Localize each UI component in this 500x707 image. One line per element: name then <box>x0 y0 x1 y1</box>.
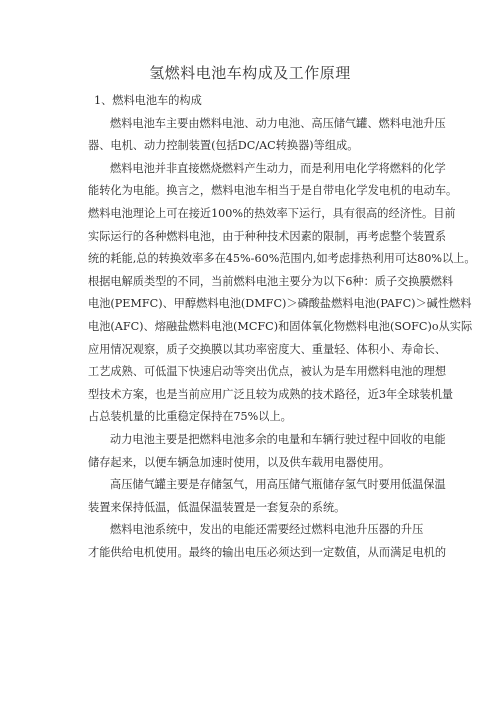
text-line: 统的耗能,总的转换效率多在45%-60%范围内,如考虑排热利用可达80%以上。 <box>88 252 476 266</box>
text-line: 应用情况观察，质子交换膜以其功率密度大、重量轻、体积小、寿命长、 <box>88 342 447 356</box>
text-line: 燃料电池系统中，发出的电能还需要经过燃料电池升压器的升压 <box>110 523 424 537</box>
text-line: 器、电机、动力控制装置(包括DC/AC转换器)等组成。 <box>88 139 359 153</box>
document-title: 氢燃料电池车构成及工作原理 <box>149 64 351 82</box>
text-line: 占总装机量的比重稳定保持在75%以上。 <box>88 410 292 424</box>
text-line: 燃料电池并非直接燃烧燃料产生动力，而是利用电化学将燃料的化学 <box>110 161 446 175</box>
text-line: 电池(AFC)、熔融盐燃料电池(MCFC)和固体氧化物燃料电池(SOFC)o从实际 <box>88 319 473 333</box>
text-line: 实际运行的各种燃料电池，由于种种技术因素的限制，再考虑整个装置系 <box>88 229 447 243</box>
section-heading: 1、燃料电池车的构成 <box>94 94 202 107</box>
text-line: 才能供给电机使用。最终的输出电压必须达到一定数值，从而满足电机的 <box>88 545 447 559</box>
text-line: 电池(PEMFC)、甲醇燃料电池(DMFC)＞磷酸盐燃料电池(PAFC)＞碱性燃料 <box>88 297 472 311</box>
text-line: 燃料电池车主要由燃料电池、动力电池、高压储气罐、燃料电池升压 <box>110 116 446 130</box>
text-line: 能转化为电能。换言之，燃料电池车相当于是自带电化学发电机的电动车。 <box>88 184 458 198</box>
text-line: 燃料电池理论上可在接近100%的热效率下运行，具有很高的经济性。目前 <box>88 206 456 220</box>
text-line: 高压储气罐主要是存储氢气，用高压储气瓶储存氢气时要用低温保温 <box>110 478 446 492</box>
text-line: 根据电解质类型的不同，当前燃料电池主要分为以下6种：质子交换膜燃料 <box>88 274 454 288</box>
text-line: 型技术方案，也是当前应用广泛且较为成熟的技术路径，近3年全球装机量 <box>88 387 454 401</box>
text-line: 工艺成熟、可低温下快速启动等突出优点，被认为是车用燃料电池的理想 <box>88 365 447 379</box>
text-line: 动力电池主要是把燃料电池多余的电量和车辆行驶过程中回收的电能 <box>110 432 446 446</box>
document-body <box>88 90 476 564</box>
text-line: 储存起来，以便车辆急加速时使用，以及供车载用电器使用。 <box>88 455 391 469</box>
text-line: 装置来保持低温，低温保温装置是一套复杂的系统。 <box>88 500 346 514</box>
